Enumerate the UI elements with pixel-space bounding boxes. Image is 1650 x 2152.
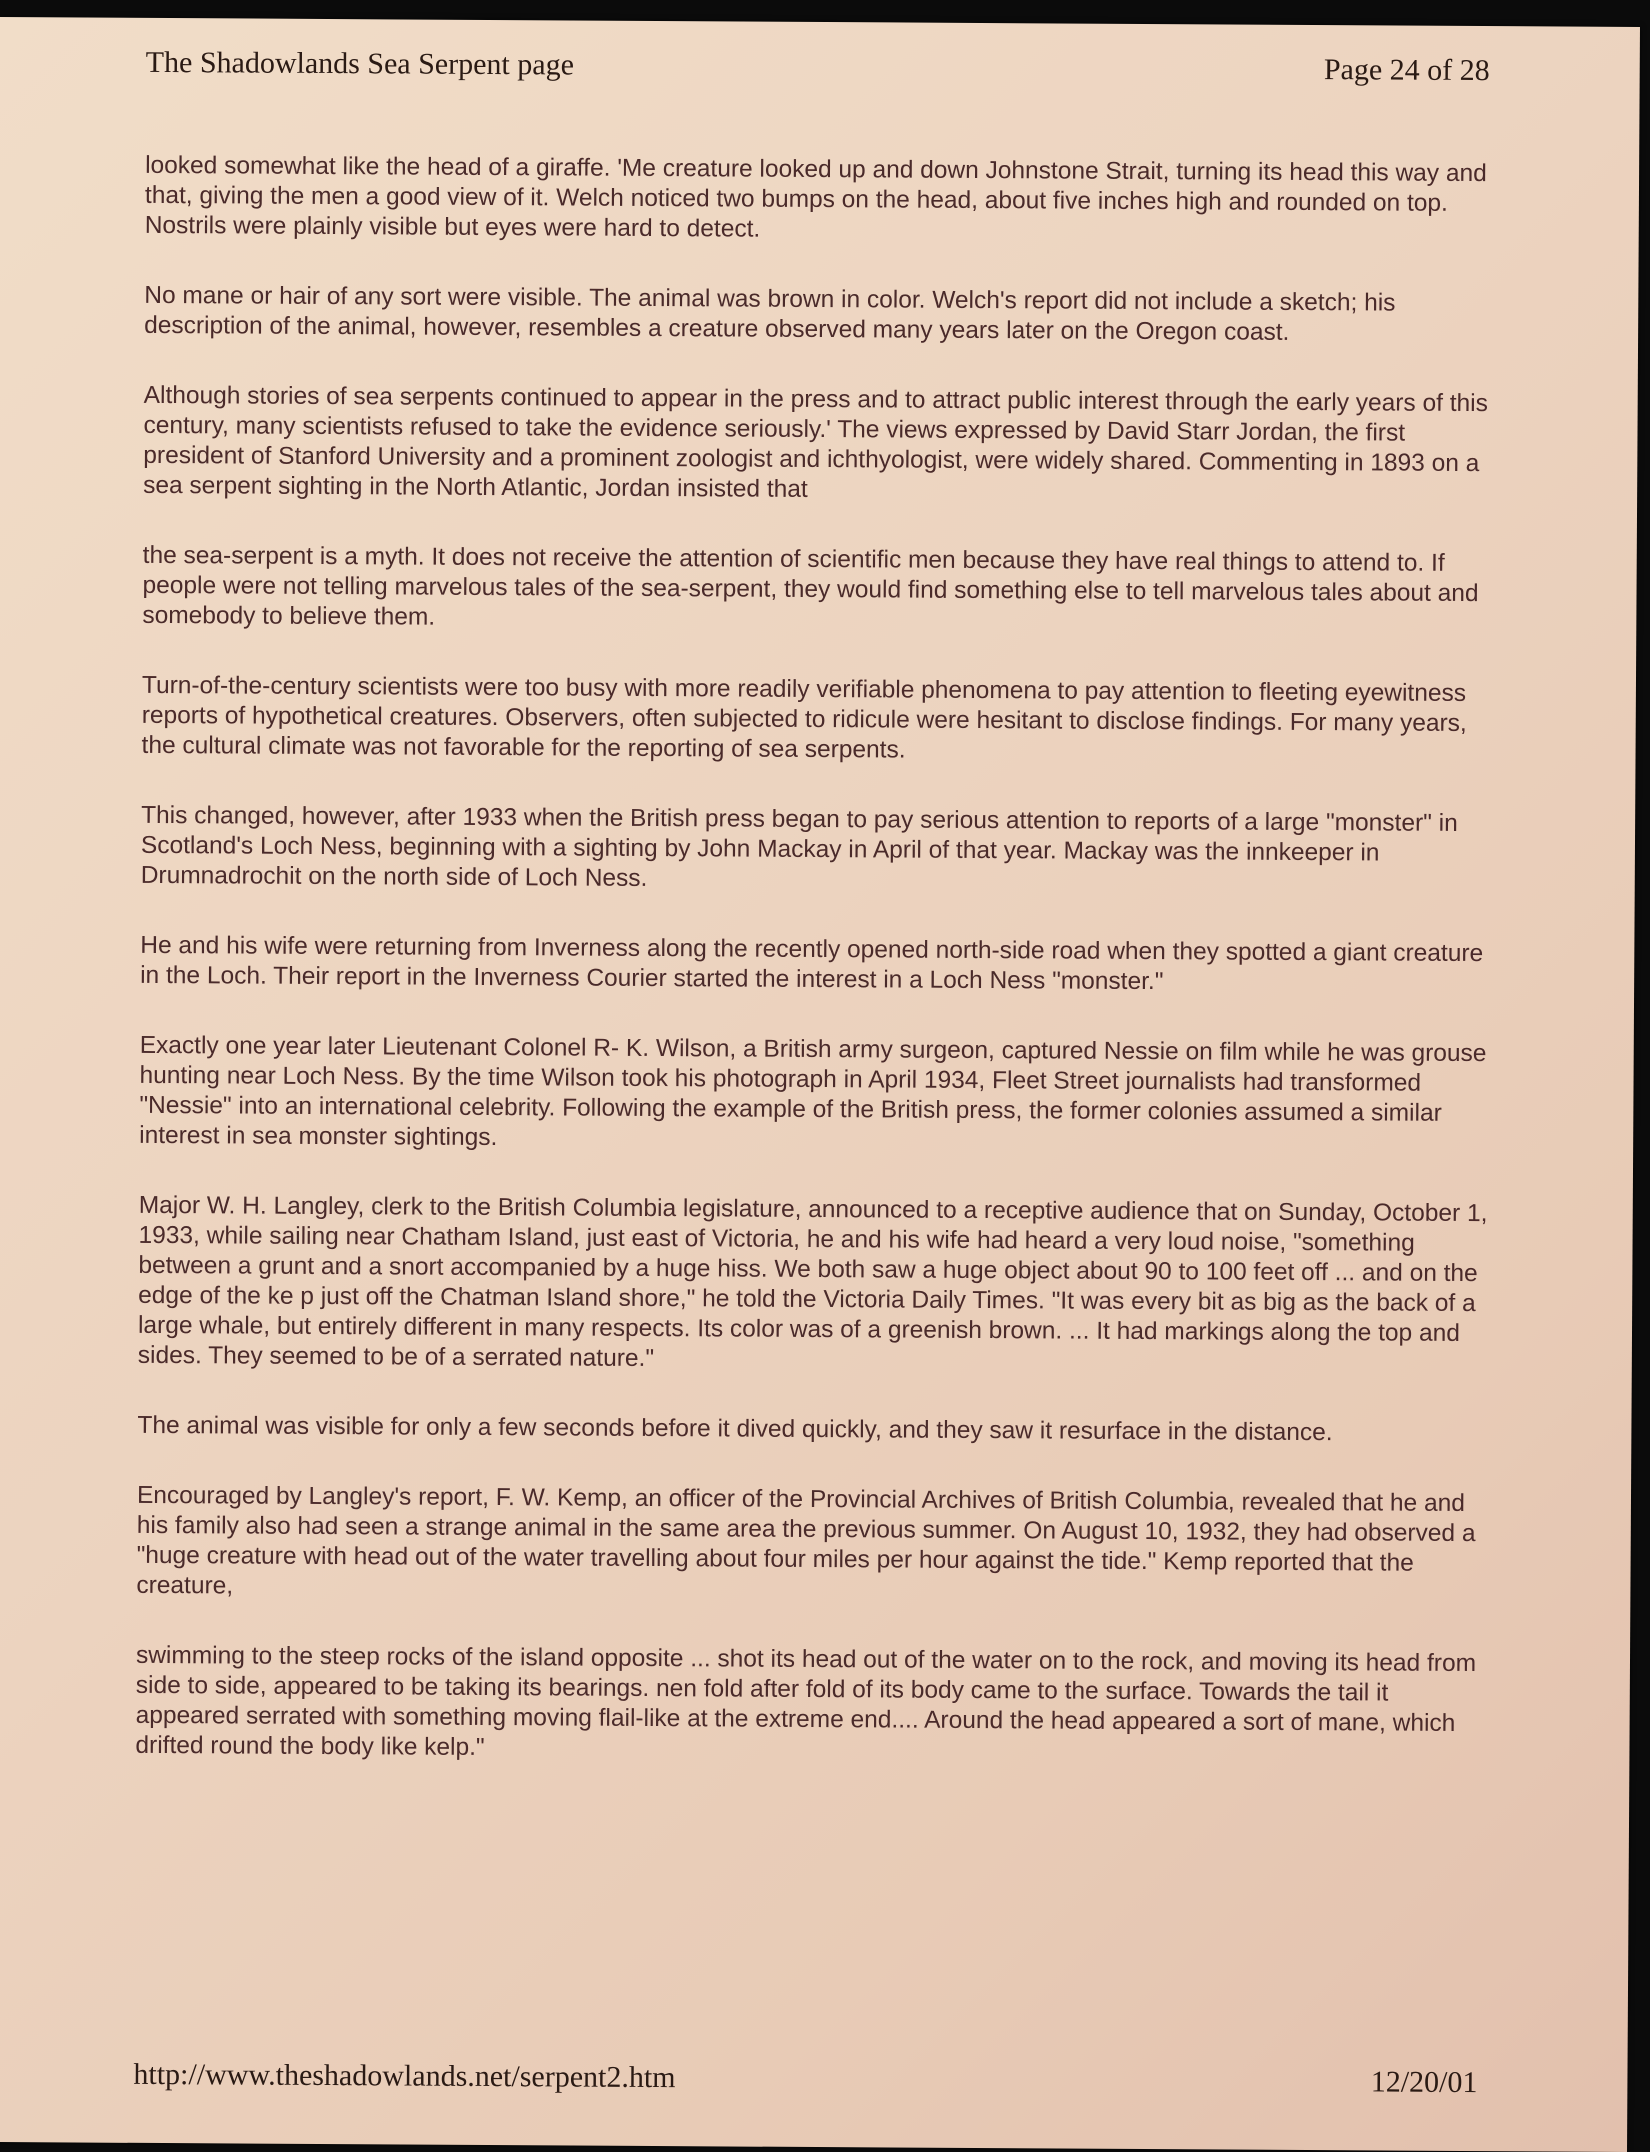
paragraph: Although stories of sea serpents continued to appear in the press and to attract public interest through the early years of this century, many scientists refused to take the evidence seriously.' The views expressed by David Starr Jordan, the first president of Stanford University and a prominent zoologist and ichthyologist, were widely shared. Commenting in 1893 on a sea serpent sighting in the North Atlantic, Jordan insisted that xyxy=(143,381,1488,503)
print-date: 12/20/01 xyxy=(1370,2065,1478,2100)
paragraph: The animal was visible for only a few seconds before it dived quickly, and they saw it resurface in the distance. xyxy=(137,1411,1333,1447)
page-header xyxy=(146,46,1490,88)
source-url: http://www.theshadowlands.net/serpent2.htm xyxy=(133,2057,676,2095)
paragraph: looked somewhat like the head of a giraffe. 'Me creature looked up and down Johnstone Strait, turning its head this way and that, giving the men a good view of it. Welch noticed two bumps on the head, about five inches high and rounded on top. Nostrils were plainly visible but eyes were hard to detect. xyxy=(144,151,1487,243)
paragraph: Encouraged by Langley's report, F. W. Kemp, an officer of the Provincial Archives of British Columbia, revealed that he and his family also had seen a strange animal in the same area the previous summer. On August 10, 1932, they had observed a "huge creature with head out of the water travelling about four miles per hour against the tide." Kemp reported that the creature, xyxy=(136,1481,1476,1600)
paragraph: He and his wife were returning from Inverness along the recently opened north-side road when they spotted a giant creature in the Loch. Their report in the Inverness Courier started the interest in a Loch Ness "monster." xyxy=(140,931,1484,996)
paragraph: Exactly one year later Lieutenant Colonel R- K. Wilson, a British army surgeon, captured Nessie on film while he was grouse hunting near Loch Ness. By the time Wilson took his photograph in April 1934, Fleet Street journalists had transformed "Nessie" into an international celebrity. Following the example of the British press, the former colonies assumed a similar interest in sea monster sightings. xyxy=(139,1031,1487,1152)
paragraph: This changed, however, after 1933 when the British press began to pay serious attention to reports of a large "monster" in Scotland's Loch Ness, beginning with a sighting by John Mackay in April of that year. Mackay was the innkeeper in Drumnadrochit on the north side of Loch Ness. xyxy=(140,801,1458,892)
page-number: Page 24 of 28 xyxy=(1323,53,1490,88)
printed-page xyxy=(0,17,1640,2152)
paragraph: Turn-of-the-century scientists were too busy with more readily verifiable phenomena to pay attention to fleeting eyewitness reports of hypothetical creatures. Observers, often subjected to ridicule were hesitant to disclose findings. For many years, the cultural climate was not favorable for the reporting of sea serpents. xyxy=(141,671,1467,764)
page-title: The Shadowlands Sea Serpent page xyxy=(145,45,575,82)
paragraph: No mane or hair of any sort were visible. The animal was brown in color. Welch's report did not include a sketch; his description of the animal, however, resembles a creature observed many years later on the Oregon coast. xyxy=(144,281,1396,346)
article-body xyxy=(135,151,1497,1809)
quote-paragraph: the sea-serpent is a myth. It does not receive the attention of scientific men because they have real things to attend to. If people were not telling marvelous tales of the sea-serpent, they would find something else to tell marvelous tales about and somebody to believe them. xyxy=(142,541,1479,631)
page-footer xyxy=(133,2058,1477,2100)
quote-paragraph: swimming to the steep rocks of the island opposite ... shot its head out of the water on to the rock, and moving its head from side to side, appeared to be taking its bearings. nen fold after fold of its body came to the surface. Towards the tail it appeared serrated with something moving flail-like at the extreme end.... Around the head appeared a sort of mane, which drifted round the body like kelp." xyxy=(135,1641,1477,1761)
paragraph: Major W. H. Langley, clerk to the British Columbia legislature, announced to a receptive audience that on Sunday, October 1, 1933, while sailing near Chatham Island, just east of Victoria, he and his wife had heard a very loud noise, "something between a grunt and a snort accompanied by a huge hiss. We both saw a huge object about 90 to 100 feet off ... and on the edge of the ke p just off the Chatman Island shore," he told the Victoria Daily Times. "It was every bit as big as the back of a large whale, but entirely different in many respects. Its color was of a greenish brown. ... It had markings along the top and sides. They seemed to be of a serrated nature." xyxy=(137,1191,1488,1373)
